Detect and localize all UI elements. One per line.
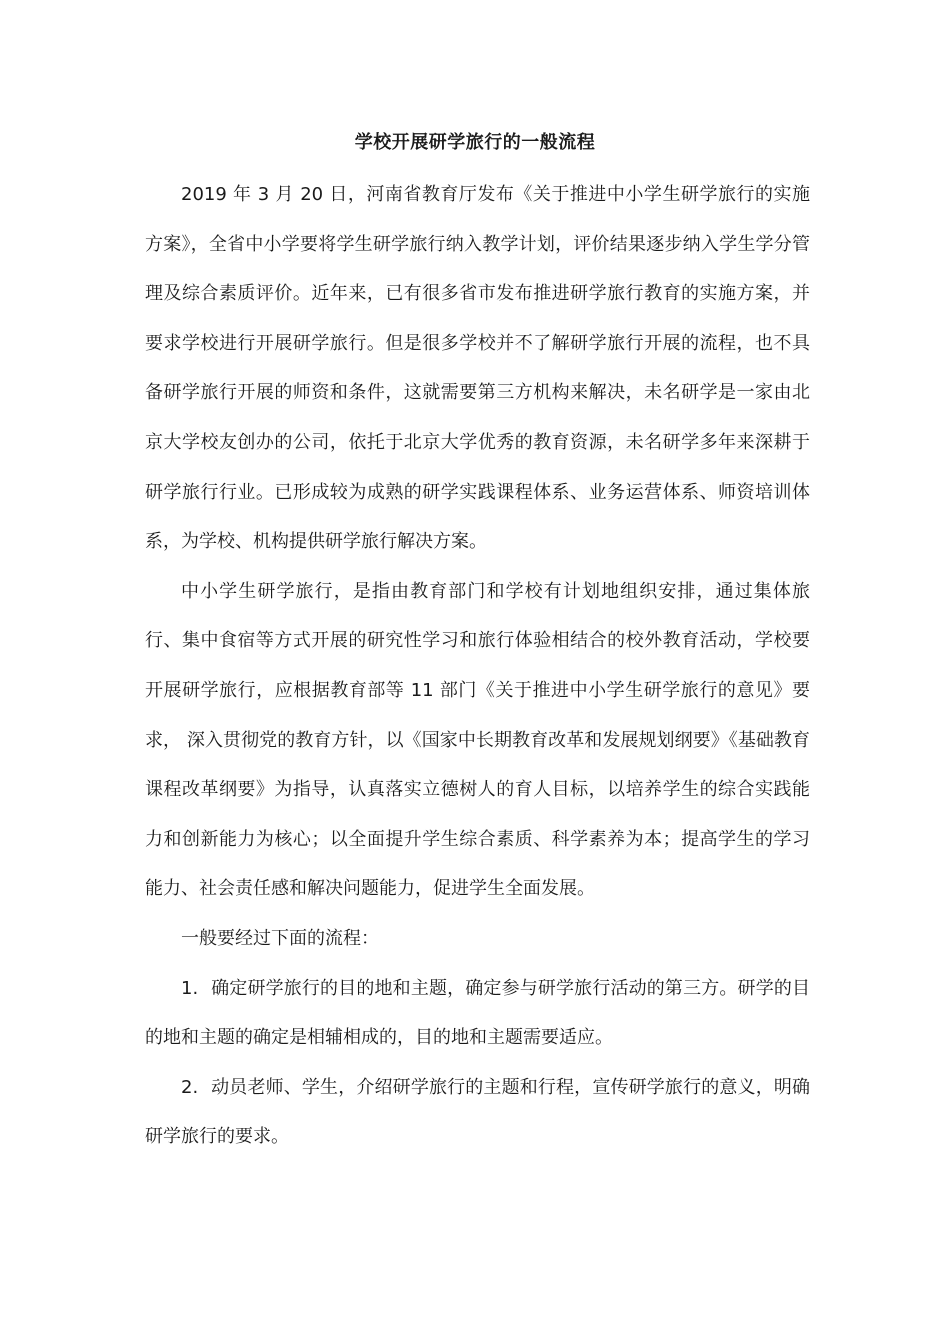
process-intro-paragraph: 一般要经过下面的流程： — [181, 927, 379, 949]
document-body — [145, 170, 810, 1162]
list-item-text: 确定研学旅行的目的地和主题，确定参与研学旅行活动的第三方。研学的目的地和主题的确定是相辅相成的，目的地和主题需要适应。 — [145, 977, 810, 1049]
list-item — [145, 964, 810, 1063]
list-item-text: 动员老师、学生，介绍研学旅行的主题和行程，宣传研学旅行的意义，明确研学旅行的要求。 — [145, 1076, 810, 1148]
document-title: 学校开展研学旅行的一般流程 — [354, 132, 596, 153]
list-item — [145, 1063, 810, 1162]
list-item-number: 1. — [181, 977, 199, 999]
list-item-number: 2. — [181, 1076, 199, 1098]
intro-paragraph: 2019 年 3 月 20 日，河南省教育厅发布《关于推进中小学生研学旅行的实施方案》，全省中小学要将学生研学旅行纳入教学计划，评价结果逐步纳入学生学分管理及综合素质评价。近年来，已有很多省市发布推进研学旅行教育的实施方案，并要求学校进行开展研学旅行。但是很多学校并不了解研学旅行开展的流程，也不具备研学旅行开展的师资和条件，这就需要第三方机构来解决，未名研学是一家由北京大学校友创办的公司，依托于北京大学优秀的教育资源，未名研学多年来深耕于研学旅行行业。已形成较为成熟的研学实践课程体系、业务运营体系、师资培训体系，为学校、机构提供研学旅行解决方案。 — [145, 184, 810, 553]
definition-paragraph: 中小学生研学旅行，是指由教育部门和学校有计划地组织安排，通过集体旅行、集中食宿等方式开展的研究性学习和旅行体验相结合的校外教育活动，学校要开展研学旅行，应根据教育部等 11 部门《关于推进中小学生研学旅行的意见》要求， 深入贯彻党的教育方针，以《国家中长期教育改革和发展规划纲要》《基础教育课程改革纲要》为指导，认真落实立德树人的育人目标，以培养学生的综合实践能力和创新能力为核心；以全面提升学生综合素质、科学素养为本；提高学生的学习能力、社会责任感和解决问题能力，促进学生全面发展。 — [145, 580, 810, 900]
